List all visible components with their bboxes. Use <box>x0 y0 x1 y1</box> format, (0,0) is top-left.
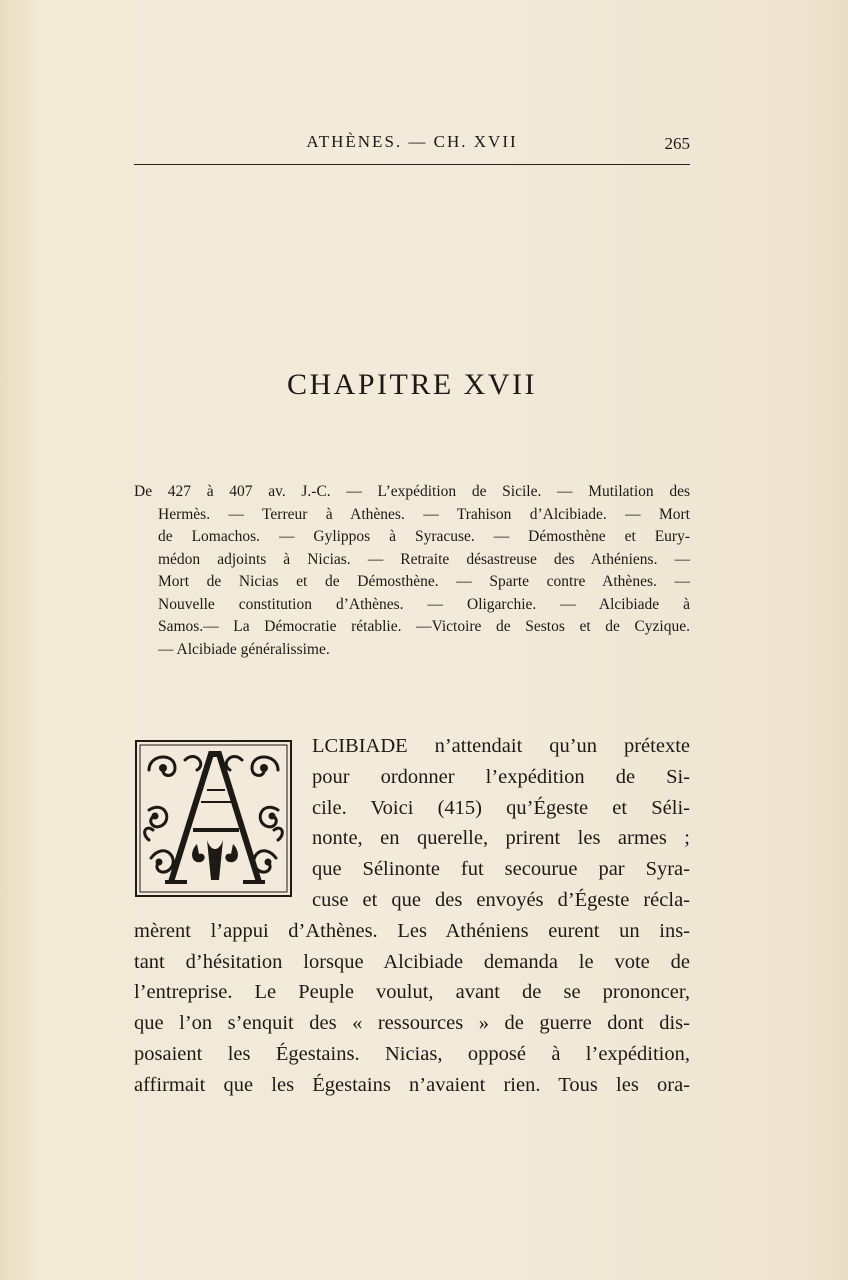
header-rule <box>134 164 690 165</box>
body-line: l’entreprise. Le Peuple voulut, avant de se prononcer, <box>134 981 690 1004</box>
body-line: affirmait que les Égestains n’avaient rien. Tous les ora- <box>134 1073 690 1096</box>
summary-line: De 427 à 407 av. J.-C. — L’expédition de Sicile. — Mutilation des <box>134 483 690 500</box>
body-text <box>134 731 690 1101</box>
body-line: pour ordonner l’expédition de Si- <box>312 765 690 788</box>
body-line: que Sélinonte fut secourue par Syra- <box>312 858 690 881</box>
chapter-title: CHAPITRE XVII <box>287 368 537 401</box>
chapter-summary <box>134 481 690 661</box>
running-head <box>134 130 690 160</box>
body-line: mèrent l’appui d’Athènes. Les Athéniens eurent un ins- <box>134 919 690 942</box>
summary-line: Nouvelle constitution d’Athènes. — Oligarchie. — Alcibiade à <box>158 595 690 613</box>
body-line: posaient les Égestains. Nicias, opposé à l’expédition, <box>134 1042 690 1065</box>
body-line: que l’on s’enquit des « ressources » de guerre dont dis- <box>134 1012 690 1035</box>
summary-line: Hermès. — Terreur à Athènes. — Trahison d’Alcibiade. — Mort <box>158 505 690 523</box>
summary-line: Samos.— La Démocratie rétablie. —Victoire de Sestos et de Cyzique. <box>158 618 690 635</box>
body-line: nonte, en querelle, prirent les armes ; <box>312 827 690 850</box>
body-line: cuse et que des envoyés d’Égeste récla- <box>312 888 690 911</box>
body-line <box>134 731 690 762</box>
summary-line: — Alcibiade généralissime. <box>158 640 330 658</box>
summary-line: Mort de Nicias et de Démosthène. — Sparte contre Athènes. — <box>158 573 690 590</box>
first-word-rest: LCIBIADE <box>312 735 408 757</box>
body-line-text: n’attendait qu’un prétexte <box>407 735 690 757</box>
summary-line: médon adjoints à Nicias. — Retraite désastreuse des Athéniens. — <box>158 550 690 568</box>
body-line: cile. Voici (415) qu’Égeste et Séli- <box>312 796 690 819</box>
body-line: tant d’hésitation lorsque Alcibiade demanda le vote de <box>134 950 690 973</box>
running-title: ATHÈNES. — CH. XVII <box>306 132 518 151</box>
page-number: 265 <box>664 134 690 153</box>
summary-line: de Lomachos. — Gylippos à Syracuse. — Démosthène et Eury- <box>158 528 690 545</box>
